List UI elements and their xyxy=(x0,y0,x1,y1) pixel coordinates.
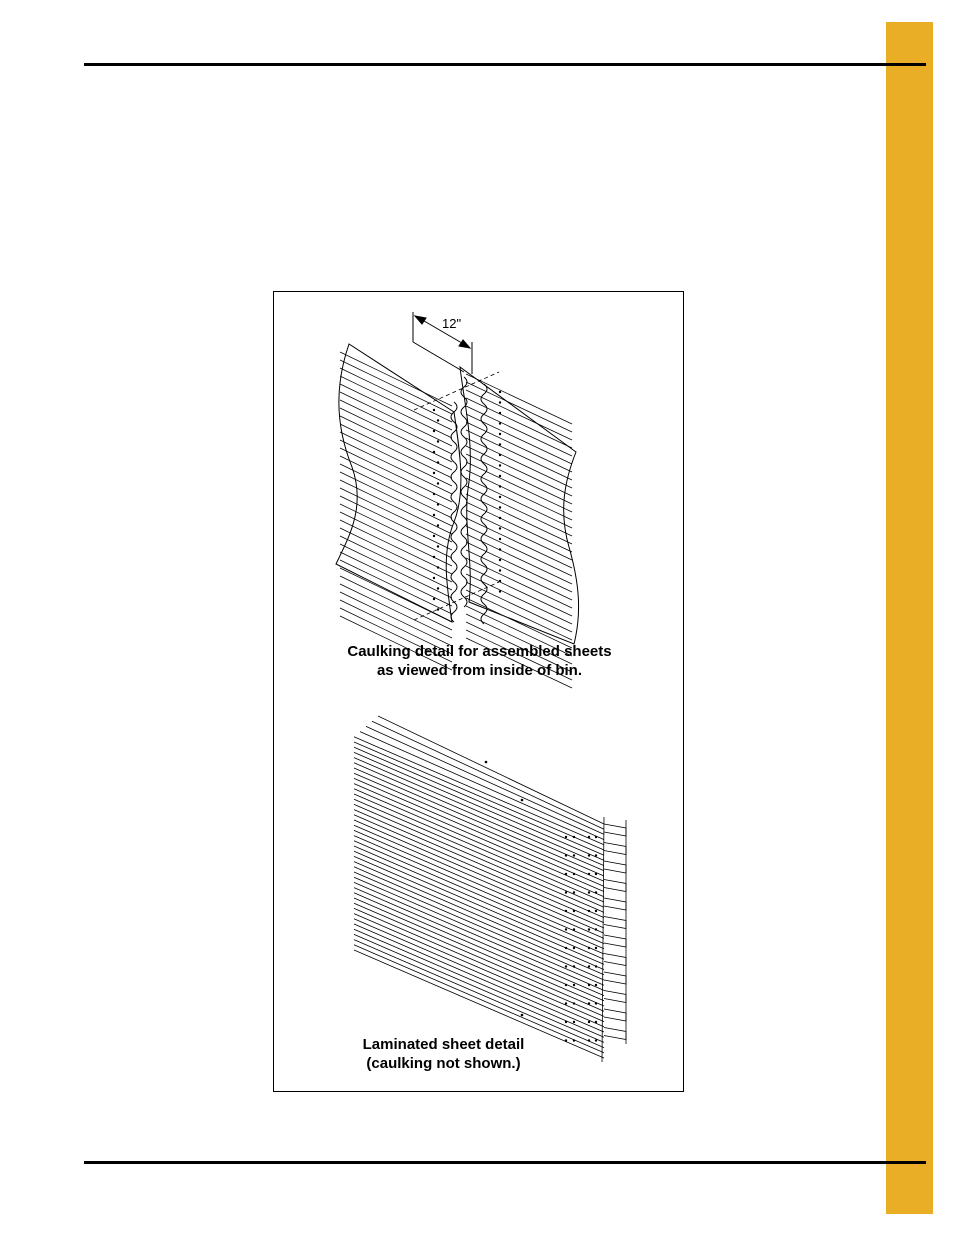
bolt-dot xyxy=(588,928,590,930)
bolt-dot xyxy=(588,1021,590,1023)
corrugation-line xyxy=(466,590,572,640)
bolt-dot xyxy=(595,1021,597,1023)
figure-drawing xyxy=(274,292,685,1093)
laminate-line xyxy=(354,830,604,938)
laminate-fold xyxy=(604,843,626,855)
bolt-dot xyxy=(565,984,567,986)
laminate-edge xyxy=(602,817,604,1062)
corrugation-line xyxy=(340,360,452,414)
laminate-line xyxy=(354,908,604,1016)
bolt-dot xyxy=(565,854,567,856)
bolt-dot xyxy=(565,836,567,838)
caption-caulking-detail xyxy=(274,642,685,680)
laminate-fold xyxy=(604,880,626,892)
bolt-dot xyxy=(499,475,501,477)
bolt-dot xyxy=(437,545,439,547)
bolt-dot xyxy=(588,891,590,893)
bolt-dot xyxy=(573,1002,575,1004)
laminate-fold xyxy=(604,861,626,873)
bolt-dot xyxy=(573,965,575,967)
bolt-dot xyxy=(437,482,439,484)
laminate-line xyxy=(354,794,604,902)
bolt-dot xyxy=(595,928,597,930)
bolt-dot xyxy=(433,577,435,579)
laminate-line xyxy=(354,934,604,1042)
caption-laminated-line-1: Laminated sheet detail xyxy=(362,1036,525,1053)
bolt-dot xyxy=(437,461,439,463)
bolt-dot xyxy=(433,451,435,453)
bolt-dot xyxy=(499,548,501,550)
laminate-line xyxy=(354,872,604,980)
bolt-dot xyxy=(433,472,435,474)
bolt-dot xyxy=(499,454,501,456)
bolt-dot xyxy=(499,569,501,571)
bolt-dot xyxy=(595,965,597,967)
bolt-dot xyxy=(595,873,597,875)
corrugation-line xyxy=(340,592,452,646)
bolt-dot xyxy=(499,464,501,466)
corrugation-line xyxy=(466,510,572,560)
laminate-fold xyxy=(604,917,626,929)
bolt-dot xyxy=(437,566,439,568)
corrugation-line xyxy=(340,520,452,574)
corrugation-line xyxy=(466,542,572,592)
bolt-dot xyxy=(433,430,435,432)
bolt-dot xyxy=(433,598,435,600)
corrugation-line xyxy=(340,504,452,558)
bolt-dot xyxy=(595,836,597,838)
bolt-dot xyxy=(437,524,439,526)
footer-rule xyxy=(84,1161,926,1164)
laminate-line xyxy=(354,940,604,1048)
bolt-dot xyxy=(433,535,435,537)
corrugation-line xyxy=(340,376,452,430)
bolt-dot xyxy=(499,538,501,540)
laminate-line xyxy=(354,903,604,1011)
corrugation-line xyxy=(466,382,572,432)
bolt-dot xyxy=(499,391,501,393)
laminate-fold xyxy=(604,824,626,836)
corrugation-line xyxy=(340,400,452,454)
corrugation-line xyxy=(466,598,572,648)
laminate-line xyxy=(354,867,604,975)
header-rule xyxy=(84,63,926,66)
corrugation-line xyxy=(340,416,452,470)
laminate-line xyxy=(354,882,604,990)
bolt-dot xyxy=(433,493,435,495)
corrugation-line xyxy=(466,470,572,520)
bolt-dot xyxy=(595,891,597,893)
laminate-line xyxy=(366,726,604,834)
corrugation-line xyxy=(466,406,572,456)
bolt-dot xyxy=(573,910,575,912)
corrugation-line xyxy=(466,550,572,600)
bolt-dot xyxy=(499,580,501,582)
bolt-dot xyxy=(433,514,435,516)
corrugation-line xyxy=(466,518,572,568)
bolt-dot xyxy=(437,419,439,421)
corrugation-line xyxy=(340,584,452,638)
bolt-dot xyxy=(595,947,597,949)
bolt-dot xyxy=(588,1002,590,1004)
bolt-dot xyxy=(573,891,575,893)
laminate-line xyxy=(354,804,604,912)
corrugation-line xyxy=(466,446,572,496)
bolt-dot xyxy=(565,873,567,875)
bolt-dot xyxy=(588,984,590,986)
laminate-line xyxy=(354,737,604,845)
laminate-fold xyxy=(604,898,626,910)
laminate-fold xyxy=(604,991,626,1003)
laminate-line xyxy=(354,851,604,959)
laminate-line xyxy=(354,799,604,907)
corrugation-line xyxy=(340,352,452,406)
bolt-dot xyxy=(499,401,501,403)
laminate-line xyxy=(354,862,604,970)
corrugation-line xyxy=(340,424,452,478)
bolt-dot xyxy=(433,409,435,411)
laminate-line xyxy=(354,815,604,923)
bolt-dot xyxy=(499,496,501,498)
bolt-dot xyxy=(437,608,439,610)
corrugation-line xyxy=(466,422,572,472)
bolt-dot xyxy=(565,1002,567,1004)
bolt-dot xyxy=(573,947,575,949)
corrugation-line xyxy=(466,526,572,576)
bolt-dot xyxy=(588,965,590,967)
corrugation-line xyxy=(340,368,452,422)
bolt-dot xyxy=(499,506,501,508)
caption-caulking-line-1: Caulking detail for assembled sheets xyxy=(347,643,612,660)
laminate-line xyxy=(354,841,604,949)
bolt-dot xyxy=(573,1021,575,1023)
corrugation-line xyxy=(466,478,572,528)
bolt-dot xyxy=(595,910,597,912)
bolt-dot xyxy=(521,799,524,802)
seam-wave xyxy=(451,402,457,622)
bolt-dot xyxy=(499,422,501,424)
laminate-line xyxy=(354,924,604,1032)
bolt-dot xyxy=(499,412,501,414)
bolt-dot xyxy=(565,1021,567,1023)
caption-caulking-line-2: as viewed from inside of bin. xyxy=(376,662,583,679)
bolt-dot xyxy=(588,854,590,856)
bolt-dot xyxy=(437,440,439,442)
laminate-line xyxy=(378,716,604,824)
corrugation-line xyxy=(466,438,572,488)
corrugation-line xyxy=(340,576,452,630)
corrugation-line xyxy=(466,398,572,448)
corrugation-line xyxy=(466,558,572,608)
laminated-sheet-illustration xyxy=(354,716,626,1062)
laminate-line xyxy=(354,789,604,897)
corrugation-line xyxy=(340,432,452,486)
bolt-dot xyxy=(573,873,575,875)
laminate-line xyxy=(354,810,604,918)
laminate-line xyxy=(354,836,604,944)
bolt-dot xyxy=(437,503,439,505)
laminate-fold xyxy=(604,972,626,984)
corrugation-line xyxy=(466,486,572,536)
corrugation-line xyxy=(340,544,452,598)
laminate-line xyxy=(354,825,604,933)
corrugation-line xyxy=(466,462,572,512)
bolt-dot xyxy=(499,527,501,529)
caulking-detail-illustration xyxy=(336,312,579,688)
dimension-label: 12" xyxy=(442,316,462,331)
laminate-line xyxy=(354,742,604,850)
bolt-dot xyxy=(565,947,567,949)
corrugation-line xyxy=(340,552,452,606)
corrugation-line xyxy=(466,390,572,440)
corrugation-line xyxy=(466,566,572,616)
corrugation-line xyxy=(340,488,452,542)
bolt-dot xyxy=(485,761,488,764)
laminate-line xyxy=(354,898,604,1006)
corrugation-line xyxy=(340,560,452,614)
corrugation-line xyxy=(340,384,452,438)
laminate-line xyxy=(354,888,604,996)
laminate-line xyxy=(354,919,604,1027)
corrugation-line xyxy=(340,512,452,566)
bolt-dot xyxy=(595,984,597,986)
bolt-dot xyxy=(573,854,575,856)
bolt-dot xyxy=(573,984,575,986)
corrugation-line xyxy=(340,536,452,590)
bolt-dot xyxy=(565,891,567,893)
bolt-dot xyxy=(499,590,501,592)
bolt-dot xyxy=(499,433,501,435)
corrugation-line xyxy=(340,496,452,550)
laminate-fold xyxy=(604,1009,626,1021)
laminate-fold xyxy=(604,935,626,947)
figure-box xyxy=(273,291,684,1092)
bolt-dot xyxy=(595,1002,597,1004)
bolt-dot xyxy=(499,485,501,487)
bolt-dot xyxy=(588,910,590,912)
bolt-dot xyxy=(588,836,590,838)
corrugation-line xyxy=(340,408,452,462)
bolt-dot xyxy=(565,928,567,930)
bolt-dot xyxy=(573,836,575,838)
bolt-dot xyxy=(499,517,501,519)
corrugation-line xyxy=(340,568,452,622)
laminate-line xyxy=(354,846,604,954)
caption-laminated-line-2: (caulking not shown.) xyxy=(366,1055,521,1072)
bolt-dot xyxy=(437,587,439,589)
laminate-line xyxy=(354,747,604,855)
laminate-fold xyxy=(604,954,626,966)
bolt-dot xyxy=(588,947,590,949)
caption-laminated-detail xyxy=(238,1035,649,1073)
section-tab xyxy=(886,22,933,1214)
bolt-dot xyxy=(588,873,590,875)
corrugation-line xyxy=(466,502,572,552)
bolt-dot xyxy=(595,854,597,856)
bolt-dot xyxy=(521,1014,524,1017)
bolt-dot xyxy=(433,556,435,558)
bolt-dot xyxy=(499,559,501,561)
laminate-line xyxy=(354,778,604,886)
bolt-dot xyxy=(573,928,575,930)
bolt-dot xyxy=(565,910,567,912)
bolt-dot xyxy=(565,965,567,967)
laminate-line xyxy=(354,773,604,881)
bolt-dot xyxy=(499,443,501,445)
